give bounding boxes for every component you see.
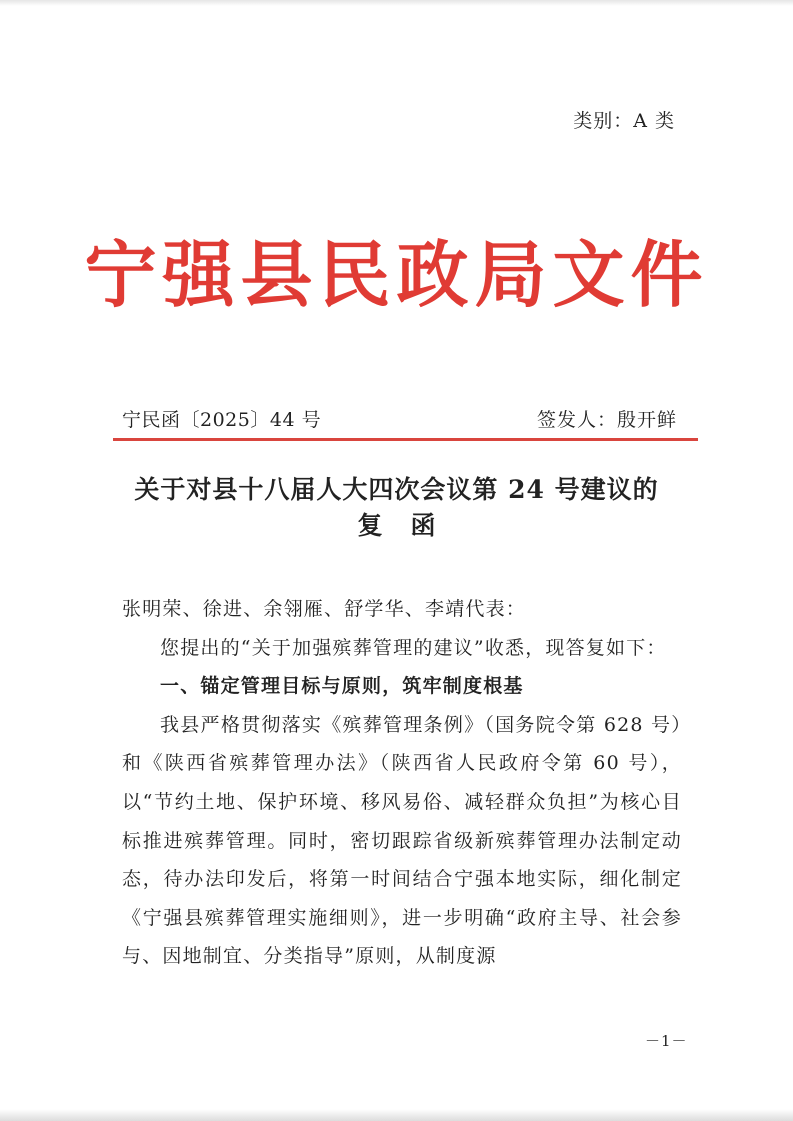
document-body xyxy=(122,590,682,976)
intro-paragraph: 您提出的“关于加强殡葬管理的建议”收悉，现答复如下： xyxy=(160,636,667,659)
title-line-2: 复函 xyxy=(357,511,464,540)
page-number: －1－ xyxy=(645,1032,688,1050)
classification-label: 类别：A 类 xyxy=(573,110,675,132)
scan-bottom-edge xyxy=(0,1109,793,1121)
scan-edge xyxy=(0,0,793,6)
document-number: 宁民函〔2025〕44 号 xyxy=(122,409,322,431)
title-line-1: 关于对县十八届人大四次会议第 24 号建议的 xyxy=(134,475,659,504)
section-1-paragraph: 我县严格贯彻落实《殡葬管理条例》（国务院令第 628 号）和《陕西省殡葬管理办法》（陕西省人民政府令第 60 号），以“节约土地、保护环境、移风易俗、减轻群众负担”为核心目标推进殡葬管理。同时，密切跟踪省级新殡葬管理办法制定动态，待办法印发后，将第一时间结合宁强本地实际，细化制定《宁强县殡葬管理实施细则》，进一步明确“政府主导、社会参与、因地制宜、分类指导”原则，从制度源 xyxy=(122,713,682,968)
document-header-title: 宁强县民政局文件 xyxy=(84,233,709,317)
signer: 签发人：殷开鲜 xyxy=(536,409,677,431)
document-title xyxy=(60,472,733,544)
red-divider-line xyxy=(113,438,698,441)
section-1-heading: 一、锚定管理目标与原则，筑牢制度根基 xyxy=(160,675,524,698)
addressee: 张明荣、徐进、余翎雁、舒学华、李靖代表： xyxy=(122,598,527,620)
